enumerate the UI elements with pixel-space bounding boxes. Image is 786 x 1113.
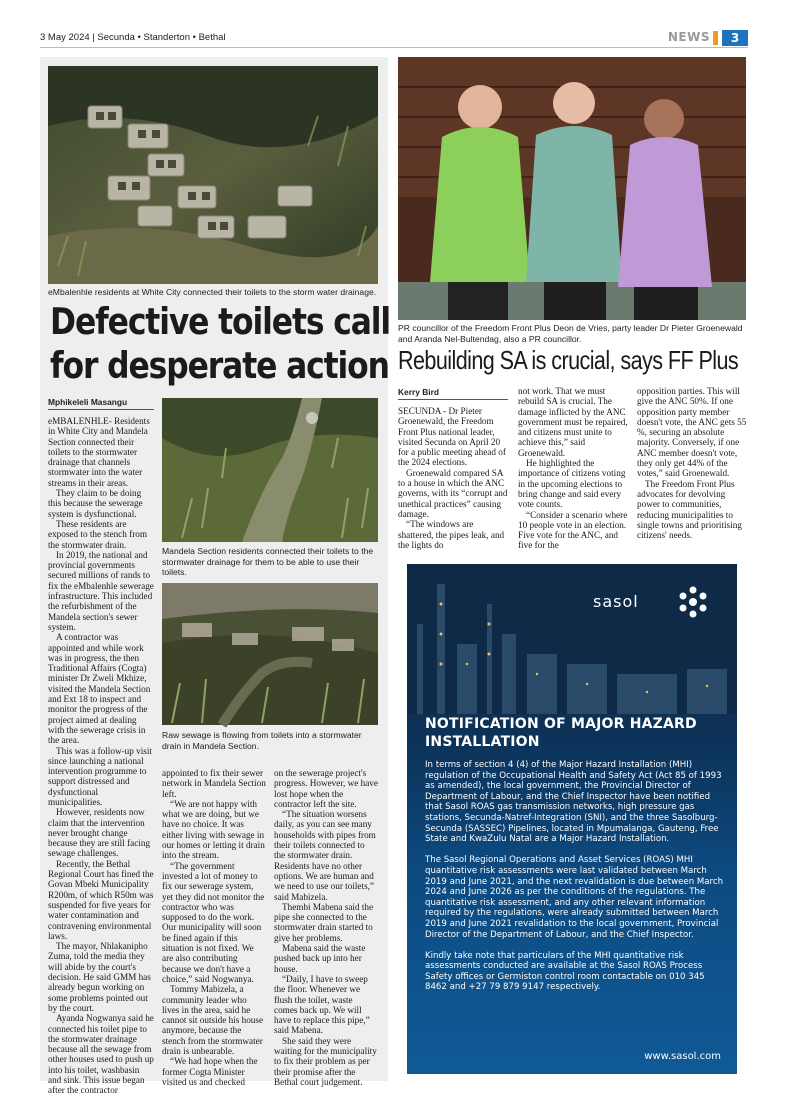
page-number: 3 bbox=[722, 30, 748, 46]
paragraph: Groenewald compared SA to a house in which the ANC governs, with its “corrupt and unethical practices” causing damage. bbox=[398, 467, 508, 519]
paragraph: This was a follow-up visit since launching a national intervention programme to support distressed and dysfunctional municipalities. bbox=[48, 745, 152, 807]
paragraph: eMBALENHLE- Residents in White City and Mandela Section connected their toilets to the stormwater drainage that channels stormwater into the water streams in their areas. bbox=[48, 416, 150, 488]
ad-paragraph: The Sasol Regional Operations and Asset Services (ROAS) MHI quantitative risk assessments were last validated between March 2019 and June 2021, and the next revalidation is due between March 2024 and June 2026 as per the conditions of the regulations. The quantitative risk assessment, and any other relevant information required by the regulations, were already submitted between March 2019 and June 2021 revalidation to the local government, Provincial Director of the Department of Labour, and the Chief Inspector. bbox=[425, 855, 724, 940]
ff-plus-group-photo bbox=[398, 57, 746, 320]
paragraph: The Freedom Front Plus advocates for devolving power to communities, reducing municipalities to single towns and prioritising citizens' needs. bbox=[637, 478, 742, 541]
sasol-logo-text: sasol bbox=[593, 592, 639, 611]
paragraph: “We had hope when the former Cogta Minister visited us and checked bbox=[162, 1056, 258, 1087]
paragraph: Mabena said the waste pushed back up into her house. bbox=[274, 943, 366, 974]
section-accent bbox=[713, 31, 718, 45]
story-column-1 bbox=[48, 416, 154, 1096]
ad-title: NOTIFICATION OF MAJOR HAZARD INSTALLATION bbox=[425, 716, 697, 750]
paragraph: Tommy Mabizela, a community leader who lives in the area, said he cannot sit outside his house anymore, because the stench from the stormwater drain is unbearable. bbox=[162, 984, 264, 1057]
issue-date-line: 3 May 2024 | Secunda • Standerton • Bethal bbox=[40, 32, 226, 43]
paragraph: on the sewerage project's progress. However, we have lost hope when the contractor left the site. bbox=[274, 768, 378, 809]
story-headline bbox=[50, 300, 391, 388]
ff-plus-column-2 bbox=[518, 386, 628, 551]
headline-line-1: Defective toilets call bbox=[50, 300, 391, 343]
paragraph: opposition parties. This will give the ANC 50%. If one opposition party member doesn't vote, the ANC gets 55 %, securing an absolute majority. Conversely, if one ANC member doesn't vote, they only get 44% of the votes,” said Groenewald. bbox=[637, 386, 747, 479]
main-photo-caption: eMbalenhle residents at White City connected their toilets to the storm water drainage. bbox=[48, 287, 377, 297]
sasol-logo-icon bbox=[675, 584, 711, 620]
paragraph: “The government invested a lot of money to fix our sewerage system, yet they did not monitor the contractor who was supposed to do the work. Our municipality will soon be fined again if this situation is not fixed. We are also contributing because we don't have a choice,” said Nogwanya. bbox=[162, 860, 265, 984]
ad-body bbox=[425, 760, 729, 1004]
paragraph: “The windows are shattered, the pipes leak, and the lights do bbox=[398, 519, 505, 550]
paragraph: “The situation worsens daily, as you can see many households with pipes from their toilets connected to the stormwater drain. Residents have no other options. We are human and we need to use our toilets,” said Mabizela. bbox=[274, 809, 376, 902]
ad-paragraph: Kindly take note that particulars of the MHI quantitative risk assessments conducted are available at the Sasol ROAS Process Safety offices or Germiston control room contactable on 010 345 8462 and +27 79 879 9147 respectively. bbox=[425, 950, 705, 993]
paragraph: SECUNDA - Dr Pieter Groenewald, the Freedom Front Plus national leader, visited Secunda on April 20 for a public meeting ahead of the 2024 elections. bbox=[398, 406, 506, 468]
ff-plus-photo-caption: PR councillor of the Freedom Front Plus Deon de Vries, party leader Dr Pieter Groenewald and Aranda Nel-Bultendag, also a PR councillor. bbox=[398, 323, 743, 344]
raw-sewage-photo bbox=[162, 583, 378, 725]
paragraph: Ayanda Nogwanya said he connected his toilet pipe to the stormwater drainage because all the sewage from other houses used to push up into his toilet, washbasin and sink. This issue began after the contractor bbox=[48, 1013, 154, 1096]
drainage-toilets-photo bbox=[48, 66, 378, 284]
paragraph: He highlighted the importance of citizens voting in the upcoming elections to bring change and said every vote counts. bbox=[518, 458, 626, 510]
ff-plus-byline-rule bbox=[398, 399, 508, 400]
ff-plus-headline: Rebuilding SA is crucial, says FF Plus bbox=[398, 345, 739, 375]
headline-line-2: for desperate action bbox=[50, 344, 389, 387]
paragraph: She said they were waiting for the municipality to fix their problem as per their promise after the Bethal court judgement. bbox=[274, 1035, 377, 1087]
story-column-3 bbox=[274, 768, 378, 1087]
paragraph: A contractor was appointed and while work was in progress, the then Traditional Affairs (Cogta) minister Dr Zweli Mkhize, visited the Mandela Section and Ext 18 to inspect and monitor the progress of the project aimed at dealing with the sewerage crisis in the area. bbox=[48, 632, 151, 746]
paragraph: These residents are exposed to the stench from the stormwater drain. bbox=[48, 518, 147, 550]
paragraph: They claim to be doing this because the sewerage system is dysfunctional. bbox=[48, 488, 143, 519]
photo2-caption: Mandela Section residents connected their toilets to the stormwater drainage for them to be able to use their toilets. bbox=[162, 546, 374, 577]
paragraph: “Daily, I have to sweep the floor. Whenever we flush the toilet, waste comes back up. We will have to replace this pipe,” said Mabena. bbox=[274, 973, 370, 1036]
mandela-section-stream-photo bbox=[162, 398, 378, 542]
ad-paragraph: In terms of section 4 (4) of the Major Hazard Installation (MHI) regulation of the Occupational Health and Safety Act (Act 85 of 1993 as amended), the local government, the Provincial Director of Department of Labour, and the Chief Inspector have been notified that Sasol ROAS gas transmission networks, high pressure gas stations, Secunda-Natref-Integration (SNI), and the three Sasolburg-Secunda (SASSEC) Pipelines, located in Mpumalanga, Gauteng, Free State and KwaZulu Natal are a Major Hazard Installation. bbox=[425, 760, 722, 845]
story-byline: Mphikeleli Masangu bbox=[48, 397, 128, 407]
paragraph: Recently, the Bethal Regional Court has fined the Govan Mbeki Municipality R200m, of which R50m was suspended for five years for water contamination and contravening environmental laws. bbox=[48, 858, 154, 941]
photo3-caption: Raw sewage is flowing from toilets into a stormwater drain in Mandela Section. bbox=[162, 730, 362, 751]
byline-rule bbox=[48, 409, 154, 410]
ff-plus-column-3 bbox=[637, 386, 747, 546]
paragraph: “We are not happy with what we are doing, but we have no choice. It was either living with sewage in our homes or letting it drain into the stream. bbox=[162, 798, 265, 861]
paragraph: appointed to fix their sewer network in Mandela Section left. bbox=[162, 768, 266, 799]
paragraph: The mayor, Nhlakanipho Zuma, told the media they will abide by the court's decision. He said GMM has already begun working on some problems pointed out by the court. bbox=[48, 941, 151, 1013]
sasol-advert bbox=[407, 564, 737, 1074]
ff-plus-column-1 bbox=[398, 406, 508, 550]
paragraph: not work. That we must rebuild SA is crucial. The damage inflicted by the ANC government must be repaired, and citizens must unite to achieve this,” said Groenewald. bbox=[518, 386, 628, 458]
paragraph: In 2019, the national and provincial governments secured millions of rands to fix the eMbalenhle sewerage infrastructure. This included the refurbishment of the Mandela section's sewer system. bbox=[48, 549, 154, 632]
paragraph: Thembi Mabena said the pipe she connected to the stormwater drain started to give her problems. bbox=[274, 901, 374, 943]
section-label: NEWS bbox=[667, 30, 710, 44]
story-column-2 bbox=[162, 768, 266, 1087]
paragraph: However, residents now claim that the intervention never brought change because they are still facing sewage challenges. bbox=[48, 807, 151, 859]
page-header bbox=[40, 30, 748, 48]
ff-plus-byline: Kerry Bird bbox=[398, 387, 439, 397]
paragraph: “Consider a scenario where 10 people vote in an election. Five vote for the ANC, and five for the bbox=[518, 509, 628, 551]
ad-website-link[interactable]: www.sasol.com bbox=[644, 1051, 721, 1062]
